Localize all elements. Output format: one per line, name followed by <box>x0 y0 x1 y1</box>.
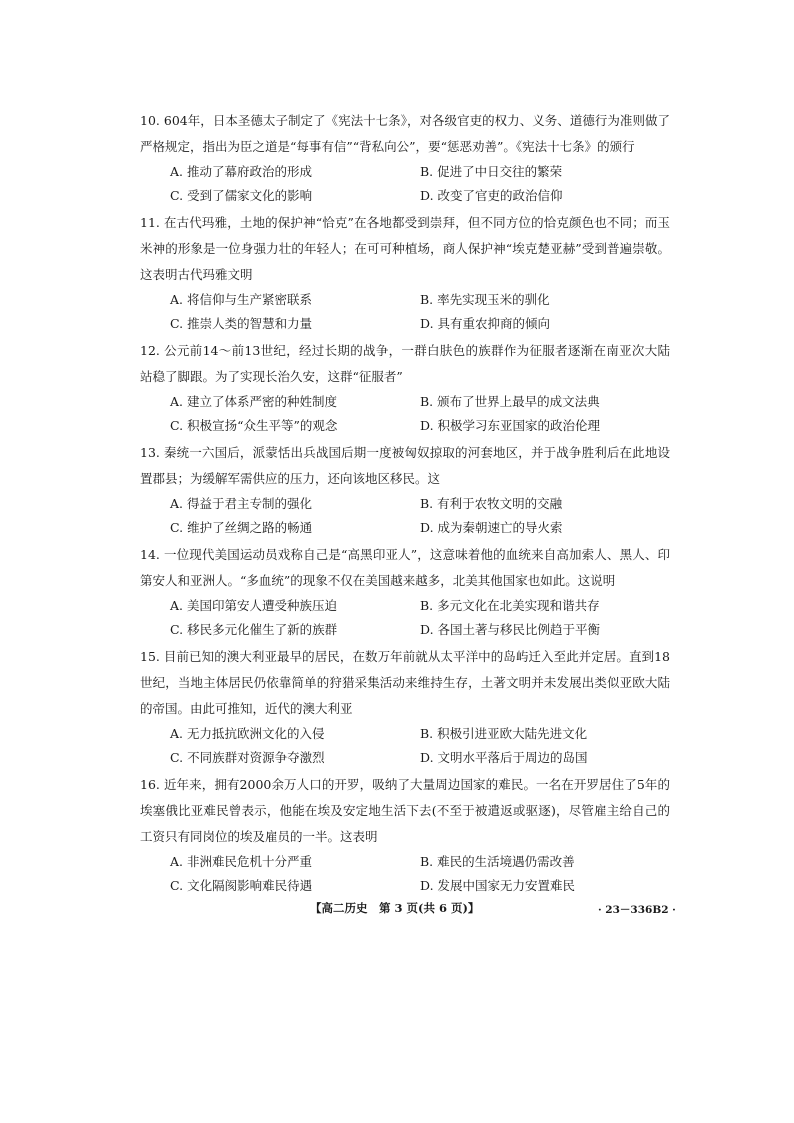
option-a: A. 推动了幕府政治的形成 <box>170 164 312 179</box>
option-b: B. 促进了中日交往的繁荣 <box>420 164 563 179</box>
option-c: C. 推崇人类的智慧和力量 <box>170 316 313 331</box>
exam-code: · 23－336B2 · <box>598 904 676 916</box>
option-grid <box>140 594 670 642</box>
option-b: B. 率先实现玉米的驯化 <box>420 292 550 307</box>
question-15 <box>140 644 670 770</box>
option-a: A. 得益于君主专制的强化 <box>170 496 312 511</box>
option-b: B. 颁布了世界上最早的成文法典 <box>420 394 600 409</box>
option-c: C. 受到了儒家文化的影响 <box>170 188 313 203</box>
question-16 <box>140 772 670 898</box>
question-11 <box>140 210 670 336</box>
question-10 <box>140 108 670 208</box>
option-b: B. 有利于农牧文明的交融 <box>420 496 563 511</box>
option-a: A. 将信仰与生产紧密联系 <box>170 292 312 307</box>
question-stem: 15. 目前已知的澳大利亚最早的居民，在数万年前就从太平洋中的岛屿迁入至此并定居。直到18世纪，当地主体居民仍依靠简单的狩猎采集活动来维持生存，土著文明并未发展出类似亚欧大陆的帝国。由此可推知，近代的澳大利亚 <box>140 649 670 716</box>
question-14 <box>140 542 670 642</box>
page-number-label: 【高二历史 第 3 页(共 6 页)】 <box>310 901 480 915</box>
option-d: D. 积极学习东亚国家的政治伦理 <box>420 418 601 433</box>
option-grid <box>140 390 670 438</box>
option-a: A. 非洲难民危机十分严重 <box>170 854 312 869</box>
option-d: D. 发展中国家无力安置难民 <box>420 878 576 893</box>
option-grid <box>140 492 670 540</box>
question-stem: 10. 604年，日本圣德太子制定了《宪法十七条》，对各级官吏的权力、义务、道德行为准则做了严格规定，指出为臣之道是“每事有信”“背私向公”，要“惩恶劝善”。《宪法十七条》的颁行 <box>140 113 670 154</box>
option-a: A. 美国印第安人遭受种族压迫 <box>170 598 337 613</box>
option-b: B. 积极引进亚欧大陆先进文化 <box>420 726 588 741</box>
question-stem: 11. 在古代玛雅，土地的保护神“恰克”在各地都受到崇拜，但不同方位的恰克颜色也不同；而玉米神的形象是一位身强力壮的年轻人；在可可种植场，商人保护神“埃克楚亚赫”受到普遍崇敬。这表明古代玛雅文明 <box>140 215 670 282</box>
option-grid <box>140 288 670 336</box>
question-stem: 14. 一位现代美国运动员戏称自己是“高黑印亚人”，这意味着他的血统来自高加索人、黑人、印第安人和亚洲人。“多血统”的现象不仅在美国越来越多，北美其他国家也如此。这说明 <box>140 547 670 588</box>
option-d: D. 改变了官吏的政治信仰 <box>420 188 563 203</box>
option-d: D. 各国土著与移民比例趋于平衡 <box>420 622 601 637</box>
option-c: C. 不同族群对资源争夺激烈 <box>170 750 325 765</box>
option-grid <box>140 160 670 208</box>
option-b: B. 多元文化在北美实现和谐共存 <box>420 598 600 613</box>
option-grid <box>140 722 670 770</box>
option-d: D. 成为秦朝速亡的导火索 <box>420 520 563 535</box>
question-stem: 16. 近年来，拥有2000余万人口的开罗，吸纳了大量周边国家的难民。一名在开罗居住了5年的埃塞俄比亚难民曾表示，他能在埃及安定地生活下去(不至于被遣返或驱逐)，尽管雇主给自己的工资只有同岗位的埃及雇员的一半。这表明 <box>140 777 670 844</box>
option-c: C. 维护了丝绸之路的畅通 <box>170 520 313 535</box>
option-c: C. 积极宣扬“众生平等”的观念 <box>170 418 338 433</box>
option-b: B. 难民的生活境遇仍需改善 <box>420 854 575 869</box>
question-12 <box>140 338 670 438</box>
question-stem: 13. 秦统一六国后，派蒙恬出兵战国后期一度被匈奴掠取的河套地区，并于战争胜利后在此地设置郡县；为缓解军需供应的压力，还向该地区移民。这 <box>140 445 670 486</box>
option-c: C. 移民多元化催生了新的族群 <box>170 622 338 637</box>
page-footer <box>0 900 794 924</box>
question-13 <box>140 440 670 540</box>
option-grid <box>140 850 670 898</box>
option-c: C. 文化隔阂影响难民待遇 <box>170 878 313 893</box>
option-d: D. 文明水平落后于周边的岛国 <box>420 750 588 765</box>
question-stem: 12. 公元前14～前13世纪，经过长期的战争，一群白肤色的族群作为征服者逐渐在南亚次大陆站稳了脚跟。为了实现长治久安，这群“征服者” <box>140 343 670 384</box>
question-list <box>140 108 670 900</box>
option-a: A. 无力抵抗欧洲文化的入侵 <box>170 726 325 741</box>
option-d: D. 具有重农抑商的倾向 <box>420 316 551 331</box>
option-a: A. 建立了体系严密的种姓制度 <box>170 394 337 409</box>
